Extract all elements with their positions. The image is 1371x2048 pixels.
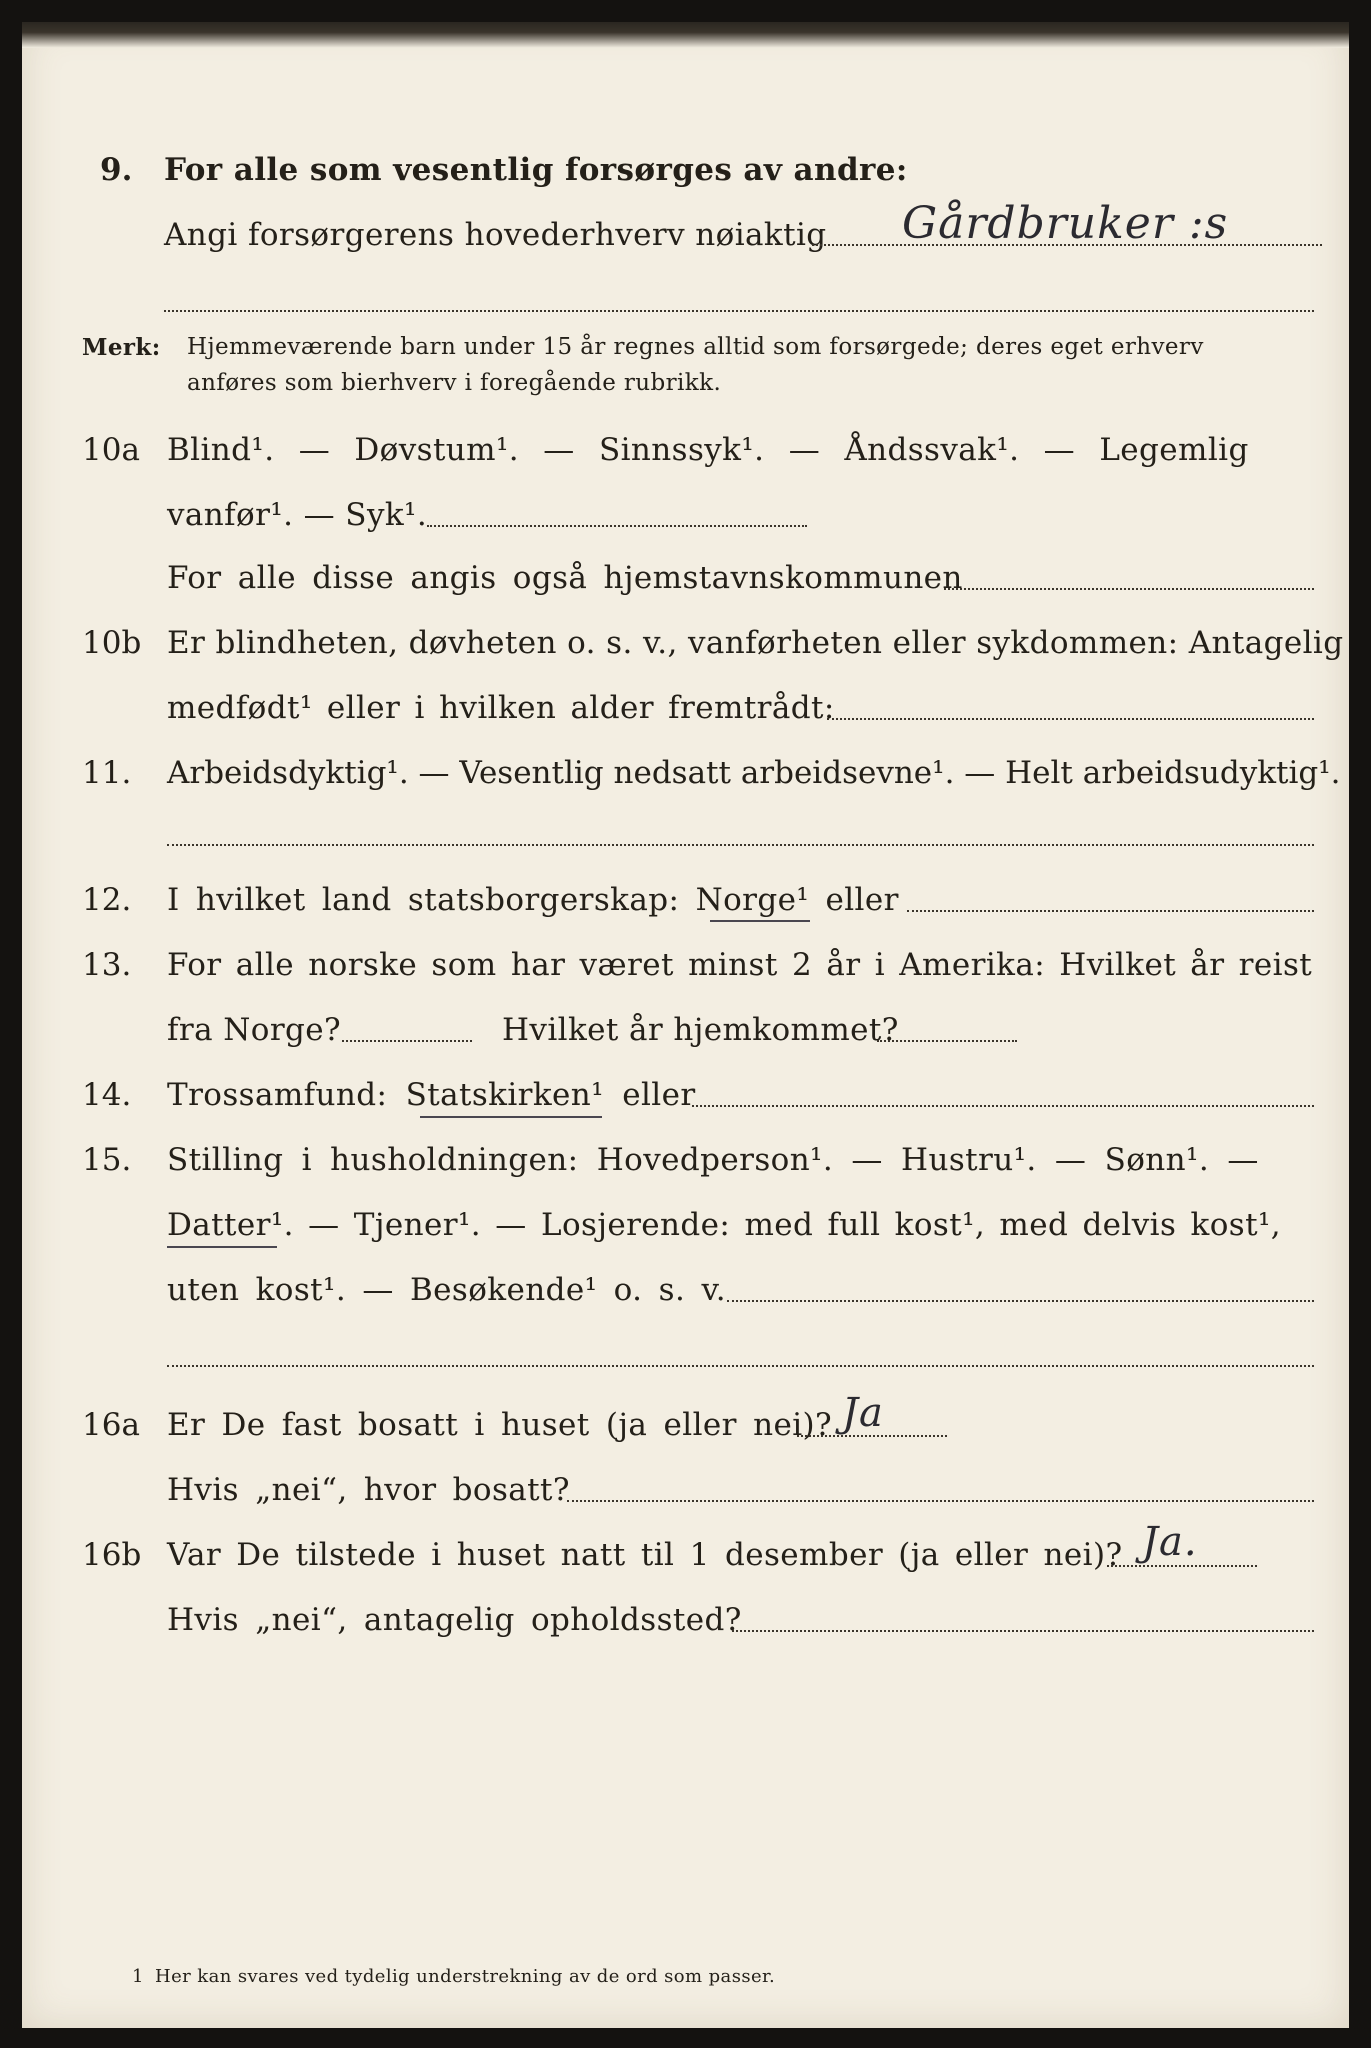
census-form-page — [22, 22, 1349, 2028]
q11-number: 11. — [82, 755, 132, 791]
q13-line2b: Hvilket år hjemkommet? — [502, 1012, 899, 1048]
q10b-answer-line — [827, 718, 1314, 720]
q10b-line2: medfødt¹ eller i hvilken alder fremtrådt: — [167, 690, 835, 726]
q9-number: 9. — [100, 152, 133, 188]
q15-datter-underline — [167, 1246, 277, 1248]
q12-norge-underline — [710, 920, 810, 922]
q16b-handwritten-answer: Ja. — [1142, 1519, 1198, 1565]
q14-line1: Trossamfund: Statskirken¹ eller — [167, 1077, 696, 1113]
scan-edge — [22, 22, 1349, 48]
q13-number: 13. — [82, 947, 132, 983]
q16a-line2: Hvis „nei“, hvor bosatt? — [167, 1472, 570, 1508]
q15-line2: Datter¹. — Tjener¹. — Losjerende: med full kost¹, med delvis kost¹, — [167, 1207, 1282, 1243]
q10a-syk-line — [427, 525, 807, 527]
q12-number: 12. — [82, 882, 132, 918]
q13-hjemkommet-line — [877, 1040, 1017, 1042]
q15-line3: uten kost¹. — Besøkende¹ o. s. v. — [167, 1272, 726, 1308]
q13-line1: For alle norske som har været minst 2 år i Amerika: Hvilket år reist — [167, 947, 1313, 983]
q16a-handwritten-answer: Ja — [842, 1390, 884, 1436]
merk-line2: anføres som bierhverv i foregående rubrikk. — [187, 370, 722, 396]
q11-answer-line — [167, 844, 1314, 846]
q15-line1: Stilling i husholdningen: Hovedperson¹. — Hustru¹. — Sønn¹. — — [167, 1142, 1259, 1178]
footnote-text: Her kan svares ved tydelig understrekning av de ord som passer. — [155, 1966, 776, 1987]
q11-line1: Arbeidsdyktig¹. — Vesentlig nedsatt arbeidsevne¹. — Helt arbeidsudyktig¹. — [167, 755, 1341, 791]
q14-statskirken-underline — [420, 1116, 602, 1118]
q16b-line2: Hvis „nei“, antagelig opholdssted? — [167, 1602, 742, 1638]
q9-line1: For alle som vesentlig forsørges av andre: — [164, 152, 908, 188]
q13-line2a: fra Norge? — [167, 1012, 342, 1048]
q15-answer-line — [727, 1300, 1314, 1302]
q16a-bosatt-line — [567, 1500, 1314, 1502]
q15-number: 15. — [82, 1142, 132, 1178]
q10a-line2: vanfør¹. — Syk¹. — [167, 497, 428, 533]
q14-answer-line — [692, 1105, 1314, 1107]
q10a-kommune-line — [944, 588, 1314, 590]
q16b-opholdssted-line — [732, 1630, 1314, 1632]
merk-line1: Hjemmeværende barn under 15 år regnes alltid som forsørgede; deres eget erhverv — [187, 334, 1204, 360]
q12-line1: I hvilket land statsborgerskap: Norge¹ eller — [167, 882, 899, 918]
q10a-line3: For alle disse angis også hjemstavnskommunen — [167, 560, 963, 596]
q16b-number: 16b — [82, 1537, 142, 1573]
merk-label: Merk: — [82, 334, 161, 361]
q10a-line1: Blind¹. — Døvstum¹. — Sinnssyk¹. — Åndssvak¹. — Legemlig — [167, 432, 1249, 468]
q10b-number: 10b — [82, 625, 142, 661]
q9-handwritten-answer: Gårdbruker :s — [902, 198, 1229, 249]
q16a-number: 16a — [82, 1407, 140, 1443]
q12-answer-line — [907, 910, 1314, 912]
q16a-line1: Er De fast bosatt i huset (ja eller nei)? — [167, 1407, 833, 1443]
q14-number: 14. — [82, 1077, 132, 1113]
q15-extra-line — [167, 1365, 1314, 1367]
q13-reist-line — [342, 1040, 472, 1042]
q10a-number: 10a — [82, 432, 140, 468]
q9-extra-line — [164, 310, 1314, 312]
q9-line2: Angi forsørgerens hovederhverv nøiaktig — [164, 217, 827, 253]
q16b-line1: Var De tilstede i huset natt til 1 desember (ja eller nei)? — [167, 1537, 1123, 1573]
q16b-answer-line — [1107, 1565, 1257, 1567]
q10b-line1: Er blindheten, døvheten o. s. v., vanførheten eller sykdommen: Antagelig — [167, 625, 1344, 661]
footnote-mark: 1 — [132, 1966, 144, 1987]
